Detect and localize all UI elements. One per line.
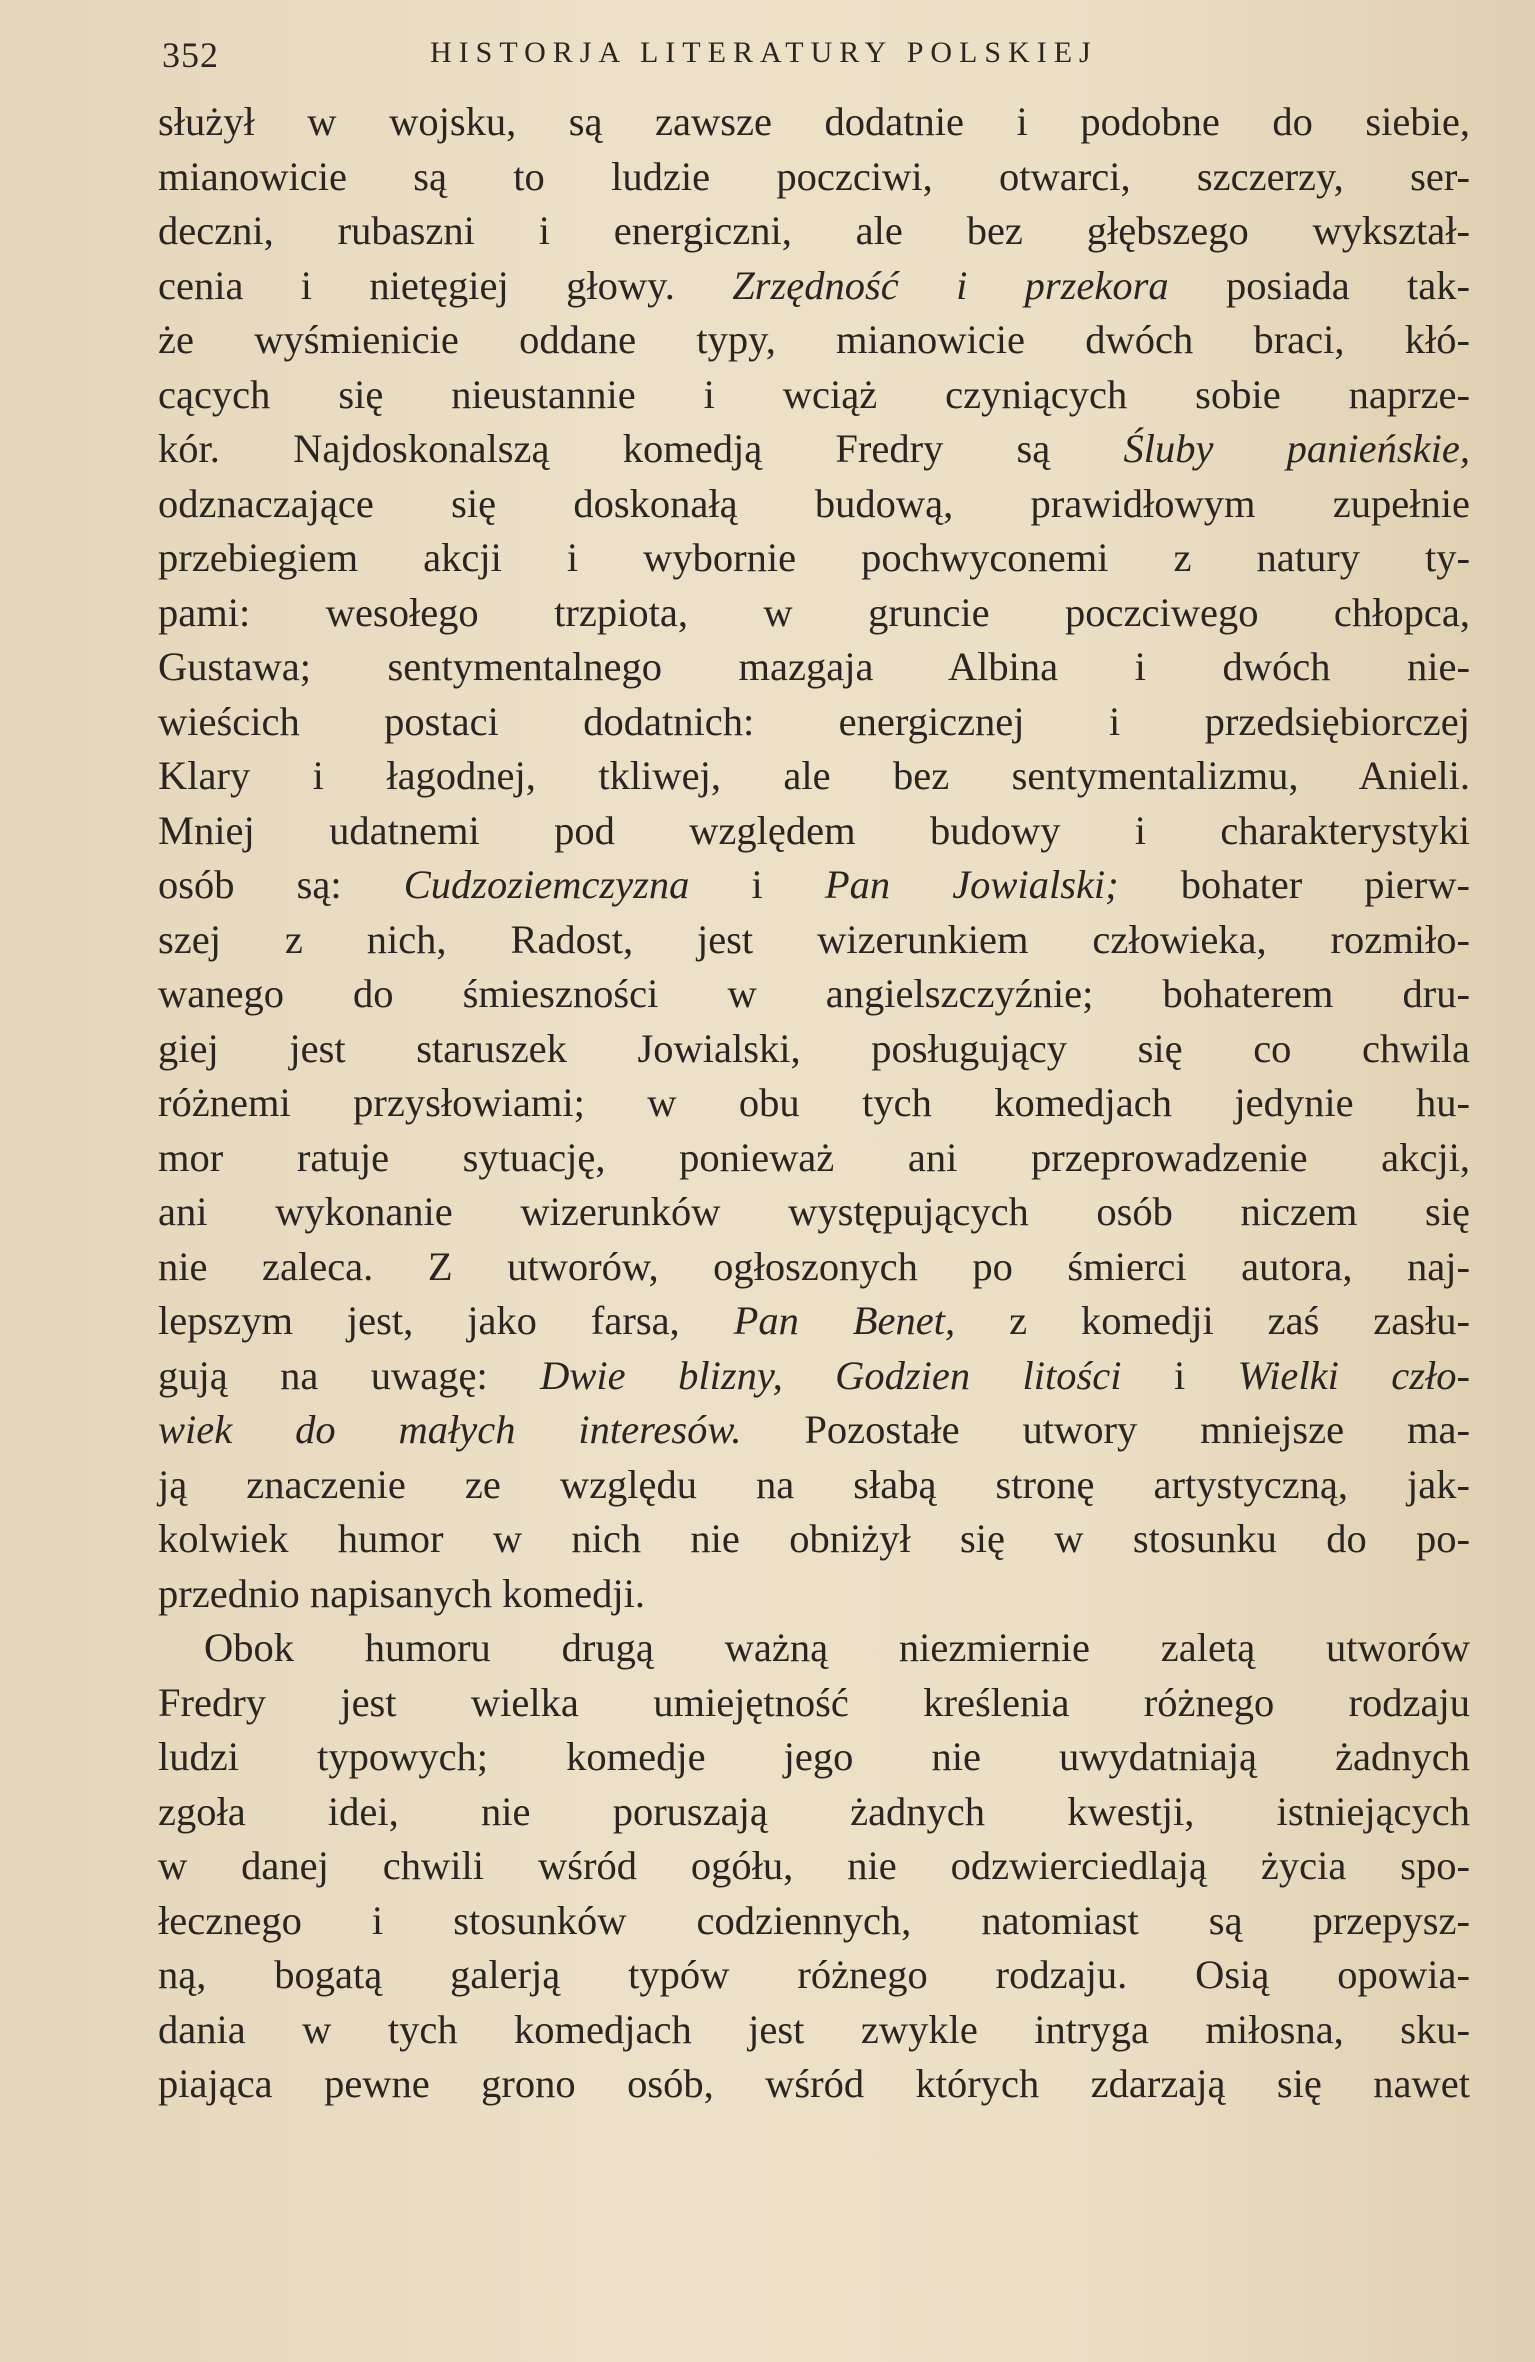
text-segment: Klary i łagodnej, tkliwej, ale bez sentymentalizmu, Anieli. (158, 753, 1470, 798)
text-segment: piająca pewne grono osób, wśród których zdarzają się nawet (158, 2061, 1470, 2106)
text-line (158, 1567, 1470, 1622)
text-segment: różnemi przysłowiami; w obu tych komedjach jedynie hu- (158, 1080, 1470, 1125)
text-line (158, 1894, 1470, 1949)
italic-title: Dwie blizny, Godzien litości (540, 1352, 1122, 1398)
italic-title: wiek do małych interesów. (158, 1407, 742, 1452)
italic-title: Pan Benet, (733, 1298, 956, 1343)
text-segment: nie zaleca. Z utworów, ogłoszonych po śmierci autora, naj- (158, 1243, 1470, 1289)
text-segment: Pozostałe utwory mniejsze ma- (741, 1407, 1470, 1452)
text-line (158, 1403, 1470, 1458)
text-line (158, 804, 1470, 859)
text-segment: deczni, rubaszni i energiczni, ale bez głębszego wykształ- (158, 208, 1470, 253)
text-segment: kór. Najdoskonalszą komedją Fredry są (158, 426, 1124, 471)
text-segment: Mniej udatnemi pod względem budowy i charakterystyki (158, 807, 1470, 853)
text-segment: Fredry jest wielka umiejętność kreślenia różnego rodzaju (158, 1679, 1470, 1725)
text-segment: i (1121, 1352, 1238, 1398)
italic-title: Wielki czło- (1237, 1352, 1470, 1398)
page-number: 352 (162, 35, 219, 75)
text-segment: gują na uwagę: (158, 1352, 541, 1398)
body-text (158, 95, 1470, 2112)
text-line (158, 1076, 1470, 1131)
text-segment: bohater pierw- (1118, 862, 1471, 907)
text-segment: ludzi typowych; komedje jego nie uwydatniają żadnych (158, 1734, 1470, 1779)
text-segment: przebiegiem akcji i wybornie pochwyconemi z natury ty- (158, 535, 1470, 580)
italic-title: Pan Jowialski; (824, 862, 1119, 907)
text-line (158, 1512, 1470, 1567)
text-segment: wieścich postaci dodatnich: energicznej i przedsiębiorczej (158, 698, 1470, 744)
text-line (158, 2003, 1470, 2058)
text-line (158, 1676, 1470, 1731)
text-segment: wanego do śmieszności w angielszczyźnie; bohaterem dru- (158, 971, 1470, 1016)
text-line (158, 1458, 1470, 1513)
italic-title: Śluby panieńskie, (1123, 426, 1470, 471)
text-line (158, 1730, 1470, 1785)
text-segment: pami: wesołego trzpiota, w gruncie poczciwego chłopca, (158, 589, 1470, 635)
text-segment: Obok humoru drugą ważną niezmiernie zaletą utworów (204, 1625, 1470, 1670)
text-line (158, 150, 1470, 205)
text-line (158, 259, 1470, 314)
text-segment: Gustawa; sentymentalnego mazgaja Albina i dwóch nie- (158, 644, 1470, 689)
text-line (158, 1785, 1470, 1840)
text-line (158, 1839, 1470, 1894)
text-line (158, 95, 1470, 150)
running-head: HISTORJA LITERATURY POLSKIEJ (430, 36, 1098, 69)
text-segment: odznaczające się doskonałą budową, prawidłowym zupełnie (158, 480, 1470, 526)
text-segment: lepszym jest, jako farsa, (158, 1298, 734, 1343)
text-segment: zgoła idei, nie poruszają żadnych kwestji, istniejących (158, 1788, 1470, 1834)
text-line (158, 1294, 1470, 1349)
text-line (158, 422, 1470, 477)
text-segment: cących się nieustannie i wciąż czyniących sobie naprze- (158, 371, 1470, 417)
text-line (158, 531, 1470, 586)
text-segment: dania w tych komedjach jest zwykle intryga miłosna, sku- (158, 2006, 1470, 2052)
text-line (158, 640, 1470, 695)
text-line (158, 1948, 1470, 2003)
text-line (158, 695, 1470, 750)
text-segment: ją znaczenie ze względu na słabą stronę artystyczną, jak- (158, 1461, 1470, 1507)
text-line (158, 477, 1470, 532)
text-line (158, 1621, 1470, 1676)
text-segment: i (689, 862, 825, 907)
text-line (158, 313, 1470, 368)
text-segment: kolwiek humor w nich nie obniżył się w stosunku do po- (158, 1516, 1470, 1561)
text-segment: osób są: (158, 862, 404, 907)
text-segment: ani wykonanie wizerunków występujących osób niczem się (158, 1189, 1470, 1234)
text-line (158, 967, 1470, 1022)
text-segment: szej z nich, Radost, jest wizerunkiem człowieka, rozmiło- (158, 916, 1470, 962)
text-line (158, 204, 1470, 259)
text-segment: w danej chwili wśród ogółu, nie odzwierciedlają życia spo- (158, 1843, 1470, 1888)
text-line (158, 586, 1470, 641)
text-line (158, 858, 1470, 913)
text-segment: giej jest staruszek Jowialski, posługujący się co chwila (158, 1025, 1470, 1071)
text-line (158, 1131, 1470, 1186)
text-segment: służył w wojsku, są zawsze dodatnie i podobne do siebie, (158, 99, 1470, 144)
italic-title: Cudzoziemczyzna (403, 862, 690, 907)
text-line (158, 749, 1470, 804)
text-segment: łecznego i stosunków codziennych, natomiast są przepysz- (158, 1897, 1470, 1943)
text-line (158, 2057, 1470, 2112)
page-header (162, 30, 1462, 80)
text-line (158, 1022, 1470, 1077)
text-segment: z komedji zaś zasłu- (955, 1298, 1470, 1343)
text-segment: przednio napisanych komedji. (158, 1570, 645, 1616)
text-segment: mianowicie są to ludzie poczciwi, otwarci, szczerzy, ser- (158, 153, 1470, 199)
text-line (158, 913, 1470, 968)
text-line (158, 1349, 1470, 1404)
text-line (158, 368, 1470, 423)
text-line (158, 1240, 1470, 1295)
text-segment: posiada tak- (1168, 262, 1470, 308)
text-segment: mor ratuje sytuację, ponieważ ani przeprowadzenie akcji, (158, 1134, 1470, 1180)
italic-title: Zrzędność i przekora (732, 262, 1169, 308)
text-line (158, 1185, 1470, 1240)
text-segment: że wyśmienicie oddane typy, mianowicie dwóch braci, kłó- (158, 317, 1470, 362)
text-segment: cenia i nietęgiej głowy. (158, 262, 733, 308)
text-segment: ną, bogatą galerją typów różnego rodzaju. Osią opowia- (158, 1952, 1470, 1997)
